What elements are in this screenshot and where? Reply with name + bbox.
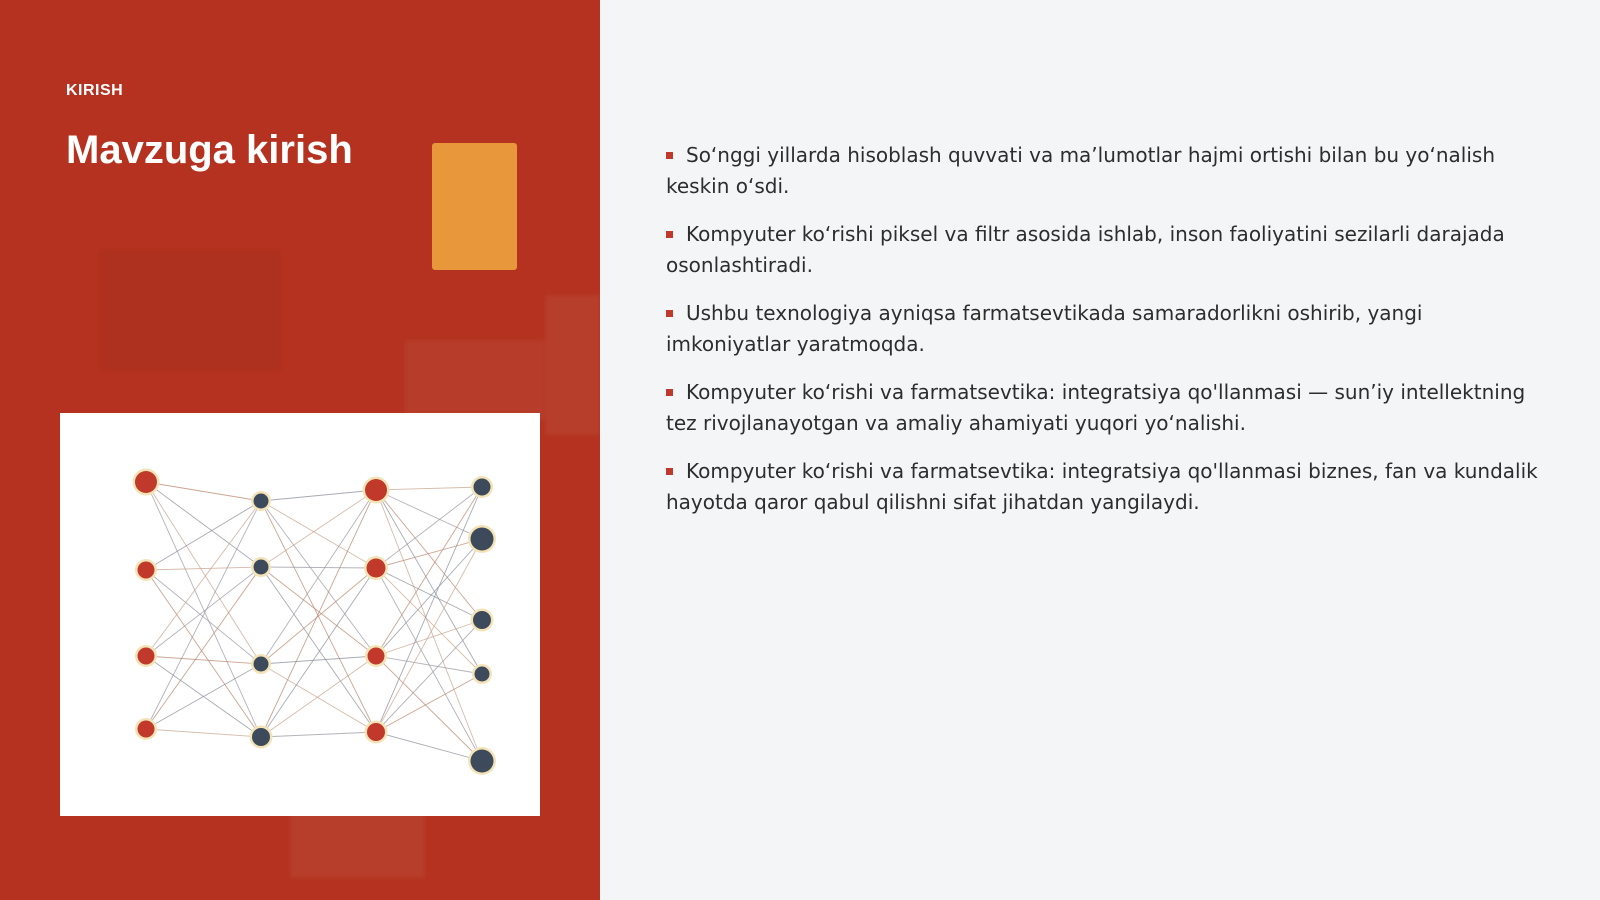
bullet-text: Kompyuter ko‘rishi va farmatsevtika: integratsiya qo'llanmasi — sun’iy intellektning tez rivojlanayotgan va amaliy ahamiyati yuqori yo‘nalishi.: [666, 380, 1526, 435]
network-connection: [146, 567, 261, 656]
network-connection: [146, 482, 261, 737]
network-node-dark: [254, 494, 269, 509]
bullet-item: [666, 140, 1546, 202]
network-node-dark: [475, 667, 490, 682]
network-connection: [376, 487, 482, 732]
bullet-square-icon: [666, 468, 673, 475]
network-connection: [261, 490, 376, 737]
bullet-item: [666, 219, 1546, 281]
network-connection: [146, 729, 261, 737]
left-panel: [0, 0, 600, 900]
bullet-text: Kompyuter ko‘rishi va farmatsevtika: integratsiya qo'llanmasi biznes, fan va kundalik hayotda qaror qabul qilishni sifat jihatdan yangilaydi.: [666, 459, 1538, 514]
network-node-red: [367, 559, 386, 578]
network-node-dark: [254, 657, 269, 672]
bullet-square-icon: [666, 389, 673, 396]
network-connection: [261, 656, 376, 664]
network-connection: [261, 501, 376, 568]
network-connection: [261, 567, 376, 568]
bullet-list: [666, 140, 1546, 518]
network-connection: [146, 570, 261, 664]
bullet-text: Ushbu texnologiya ayniqsa farmatsevtikada samaradorlikni oshirib, yangi imkoniyatlar yaratmoqda.: [666, 301, 1423, 356]
network-connection: [146, 482, 261, 501]
bullet-square-icon: [666, 231, 673, 238]
network-connection: [146, 567, 261, 570]
network-connection: [376, 568, 482, 620]
network-connection: [261, 732, 376, 737]
illustration-card: [60, 413, 540, 816]
bullet-text: So‘nggi yillarda hisoblash quvvati va ma’lumotlar hajmi ortishi bilan bu yo‘nalish keskin o‘sdi.: [666, 143, 1495, 198]
network-connection: [261, 490, 376, 664]
network-node-red: [368, 648, 385, 665]
network-node-red: [138, 562, 155, 579]
decorative-shape: [100, 250, 280, 370]
bullet-item: [666, 377, 1546, 439]
network-node-dark: [254, 560, 269, 575]
bullet-square-icon: [666, 152, 673, 159]
section-kicker: KIRISH: [66, 82, 124, 99]
network-connection: [376, 732, 482, 761]
bullet-item: [666, 298, 1546, 360]
network-connection: [146, 570, 261, 737]
network-connection: [376, 487, 482, 490]
network-connection: [146, 567, 261, 729]
bullet-text: Kompyuter ko‘rishi piksel va filtr asosida ishlab, inson faoliyatini sezilarli darajada osonlashtiradi.: [666, 222, 1505, 277]
network-node-dark: [252, 728, 270, 746]
accent-block: [432, 143, 517, 270]
bullet-item: [666, 456, 1546, 518]
network-connection: [146, 482, 261, 664]
network-connection: [261, 501, 376, 656]
network-connection: [376, 487, 482, 656]
network-connection: [376, 539, 482, 568]
network-node-dark: [473, 611, 491, 629]
network-connection: [146, 656, 261, 664]
network-connection: [261, 490, 376, 501]
network-connection: [376, 568, 482, 674]
network-node-red: [138, 648, 155, 665]
network-node-dark: [474, 479, 491, 496]
neural-network-illustration: [60, 413, 540, 816]
network-node-red: [367, 723, 385, 741]
decorative-shape: [405, 340, 545, 420]
network-connection: [376, 620, 482, 732]
network-connection: [376, 490, 482, 674]
decorative-shape: [290, 808, 425, 878]
network-connection: [261, 567, 376, 656]
network-node-red: [365, 479, 387, 501]
slide-title: Mavzuga kirish: [66, 128, 353, 172]
network-node-dark: [471, 750, 494, 773]
content-area: [666, 140, 1546, 535]
network-node-red: [135, 471, 157, 493]
network-node-dark: [471, 528, 494, 551]
network-node-red: [138, 721, 155, 738]
network-connection: [146, 664, 261, 729]
network-connection: [261, 490, 376, 567]
network-connection: [376, 490, 482, 620]
decorative-shape: [545, 295, 600, 435]
network-connections: [146, 482, 482, 761]
network-connection: [261, 568, 376, 737]
bullet-square-icon: [666, 310, 673, 317]
network-connection: [376, 487, 482, 568]
